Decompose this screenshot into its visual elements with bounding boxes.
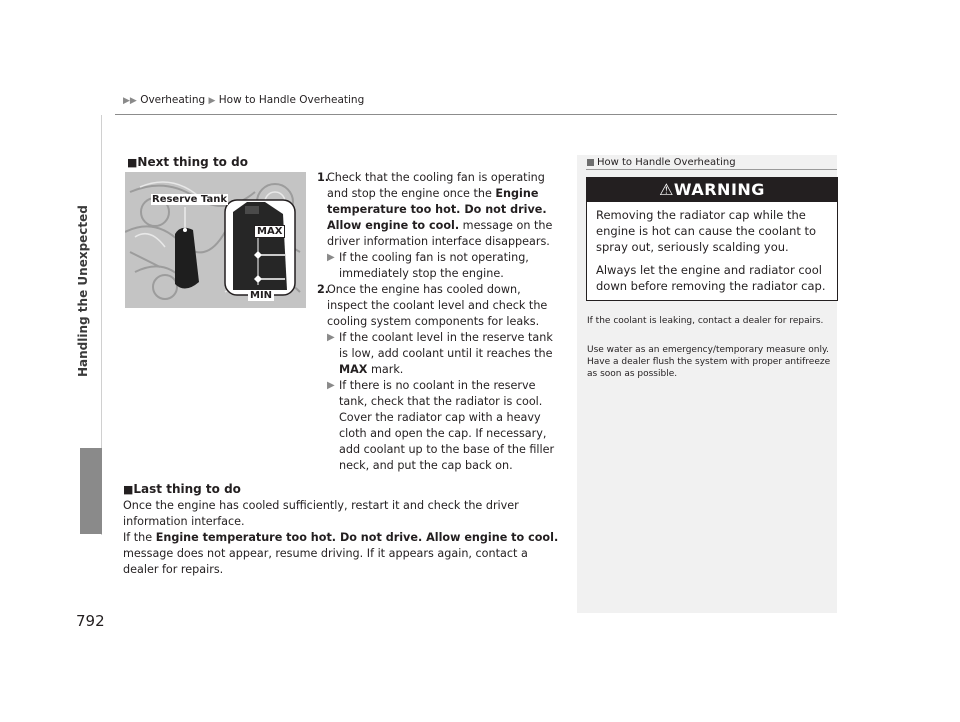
paragraph-resume [123, 530, 563, 578]
message-name: Engine temperature too hot. Do not drive. Allow engine to cool. [155, 531, 559, 544]
last-thing-section [123, 481, 563, 578]
warning-box [586, 177, 838, 301]
heading-text: Last thing to do [133, 482, 241, 496]
step-1 [317, 170, 557, 250]
note-text: If there is no coolant in the reserve tank, check that the radiator is cool. Cover the radiator cap with a heavy cloth and open the cap. If necessary, add coolant up to the base of the filler neck, and put the cap back on. [339, 379, 555, 472]
step-text: message on the driver information interface disappears. [327, 219, 553, 248]
note-text: If the coolant level in the reserve tank is low, add coolant until it reaches the [339, 331, 553, 360]
note-arrow-icon: ▶ [327, 252, 335, 263]
section-tab [80, 448, 102, 534]
engine-bay-illustration [125, 172, 306, 308]
heading-text: Next thing to do [137, 155, 248, 169]
max-label: MAX [254, 225, 285, 238]
note-arrow-icon: ▶ [327, 332, 335, 343]
breadcrumb-arrow-icon: ▶ [123, 96, 130, 106]
step-number: 1. [317, 171, 330, 184]
note-arrow-icon: ▶ [327, 380, 335, 391]
breadcrumb-how-to-handle[interactable]: How to Handle Overheating [218, 94, 365, 106]
note-text: If the cooling fan is not operating, immediately stop the engine. [339, 251, 529, 280]
heading-next-thing [127, 155, 248, 169]
step-number: 2. [317, 283, 330, 296]
reserve-tank-image [125, 172, 306, 308]
warning-text-2: Always let the engine and radiator cool down before removing the radiator cap. [596, 263, 826, 293]
step-2-note-2 [317, 378, 557, 474]
warning-text-1: Removing the radiator cap while the engine is hot can cause the coolant to spray out, seriously scalding you. [596, 208, 817, 254]
paragraph-text: message does not appear, resume driving. If it appears again, contact a dealer for repairs. [123, 547, 528, 576]
message-name: Engine temperature too hot. Do not drive. Allow engine to cool. [327, 187, 547, 232]
note-leaking: If the coolant is leaking, contact a dealer for repairs. [587, 316, 824, 326]
header-divider [115, 114, 837, 115]
step-1-note [317, 250, 557, 282]
reserve-tank-label: Reserve Tank [152, 194, 227, 205]
side-note-title-text: How to Handle Overheating [597, 157, 736, 168]
section-side-title: Handling the Unexpected [76, 205, 90, 377]
steps-list [317, 170, 557, 474]
breadcrumb-arrow-icon: ▶ [129, 96, 137, 106]
heading-last-thing [123, 481, 563, 498]
step-2 [317, 282, 557, 330]
warning-heading: WARNING [673, 180, 765, 199]
max-mark-text: MAX [339, 363, 368, 376]
paragraph-restart: Once the engine has cooled sufficiently, restart it and check the driver information interface. [123, 499, 519, 528]
warning-header [587, 178, 837, 202]
side-note-divider [586, 169, 837, 170]
side-note-title [587, 157, 736, 168]
square-marker-icon [587, 159, 594, 166]
square-bullet-icon: ■ [127, 156, 138, 169]
page-number: 792 [76, 612, 105, 630]
square-bullet-icon: ■ [123, 483, 134, 496]
paragraph-text: If the [123, 531, 156, 544]
breadcrumb-arrow-icon: ▶ [208, 96, 216, 106]
note-water: Use water as an emergency/temporary measure only. Have a dealer flush the system with proper antifreeze as soon as possible. [587, 345, 831, 379]
step-2-note-1 [317, 330, 557, 378]
breadcrumb [123, 94, 364, 106]
step-text: Check that the cooling fan is operating and stop the engine once the [327, 171, 545, 200]
step-text: Once the engine has cooled down, inspect the coolant level and check the cooling system components for leaks. [327, 283, 548, 328]
breadcrumb-overheating[interactable]: Overheating [140, 94, 206, 106]
warning-triangle-icon: ⚠ [659, 180, 674, 199]
min-label: MIN [250, 290, 273, 301]
note-text: mark. [367, 363, 404, 376]
